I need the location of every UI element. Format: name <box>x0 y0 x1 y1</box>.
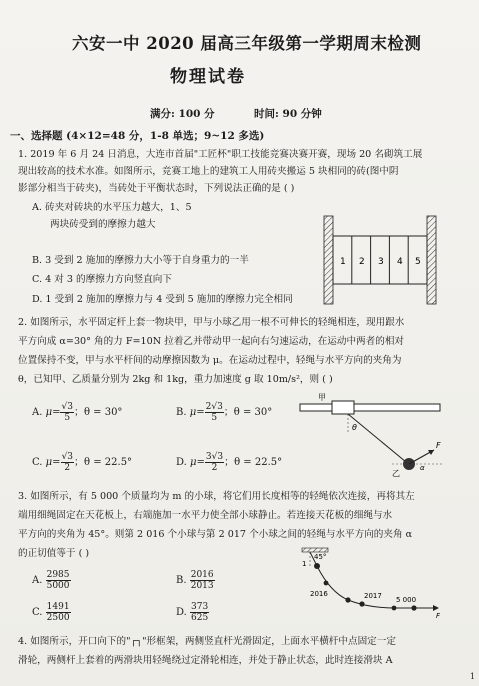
q1-option-b: B. 3 受到 2 施加的摩擦力大小等于自身重力的一半 <box>32 255 249 266</box>
label-jia: 甲 <box>318 393 326 402</box>
q3-option-a: A. $\frac{2985}{5000}$ <box>32 570 70 591</box>
clamp-right <box>427 216 436 304</box>
q1-line: 影部分相当于砖夹)，当砖处于平衡状态时，下列说法正确的是 ( ) <box>18 183 295 194</box>
label-alpha: α <box>420 464 425 472</box>
clamp-left <box>324 216 333 304</box>
page-number: 1 <box>470 672 476 681</box>
q1-option-c: C. 4 对 3 的摩擦力方向竖直向下 <box>32 274 172 285</box>
label-2017: 2017 <box>364 592 382 600</box>
exam-subject: 物理试卷 <box>170 67 246 87</box>
q4-line: 4. 如图所示，开口向下的"┌┐"形框架，两侧竖直杆光滑固定，上面水平横杆中点固定一定 <box>18 636 396 647</box>
q2-option-b: B. μ= $\frac{2√3}{5}$ ；θ = 30° <box>176 402 273 423</box>
label-theta: θ <box>352 423 357 432</box>
label-yi: 乙 <box>392 469 400 478</box>
exam-title: 六安一中 2020 届高三年级第一学期周末检测 <box>72 34 422 53</box>
q3-line: 的正切值等于 ( ) <box>18 548 90 559</box>
brick-label: 5 <box>415 257 421 267</box>
label-force: F <box>436 612 441 620</box>
brick-label: 1 <box>340 257 346 267</box>
q2-line: θ，已知甲、乙质量分别为 2kg 和 1kg，重力加速度 g 取 10m/s²，则 ( ) <box>18 374 333 385</box>
q2-option-c: C. μ= $\frac{√3}{2}$ ；θ = 22.5° <box>32 452 133 473</box>
q1-line: 1. 2019 年 6 月 24 日消息，大连市首届"工匠杯"职工技能竞赛决赛开赛，现场 20 名砌筑工展 <box>18 149 423 160</box>
q4-line: 滑轮，两侧杆上套着的两滑块用轻绳绕过定滑轮相连，并处于静止状态，此时连接滑块 A <box>18 655 393 666</box>
rope <box>348 414 406 462</box>
label-force: F <box>436 441 441 450</box>
ball-chain-figure <box>296 546 446 624</box>
q2-line: 位置保持不变，甲与水平杆间的动摩擦因数为 μ。在运动过程中，轻绳与水平方向的夹角为 <box>18 355 402 366</box>
rod-ball-figure <box>296 390 446 480</box>
label-ball-1: 1 <box>302 560 307 568</box>
q1-option-a-cont: 两块砖受到的摩擦力越大 <box>50 219 156 230</box>
q2-line: 平方向成 α=30° 角的力 F=10N 拉着乙并带动甲一起向右匀速运动，在运动中两者的相对 <box>18 336 405 347</box>
brick-clamp-figure <box>322 210 440 308</box>
q2-line: 2. 如图所示，水平固定杆上套一物块甲，甲与小球乙用一根不可伸长的轻绳相连，现用跟水 <box>18 317 405 328</box>
q1-option-d: D. 1 受到 2 施加的摩擦力与 4 受到 5 施加的摩擦力完全相同 <box>32 294 293 305</box>
q3-option-b: B. $\frac{2016}{2013}$ <box>176 570 214 591</box>
ceiling <box>302 548 328 552</box>
label-2016: 2016 <box>310 590 328 598</box>
section-heading: 一、选择题 (4×12=48 分，1-8 单选；9~12 多选) <box>10 130 265 142</box>
label-5000: 5 000 <box>396 596 417 604</box>
q2-option-d: D. μ= $\frac{3√3}{2}$ ；θ = 22.5° <box>176 452 283 473</box>
brick-label: 2 <box>359 257 365 267</box>
q1-option-a: A. 砖夹对砖块的水平压力越大，1、5 <box>32 202 192 213</box>
q3-line: 3. 如图所示，有 5 000 个质量均为 m 的小球，将它们用长度相等的轻绳依次连接，再将其左 <box>18 491 415 502</box>
q3-line: 平方向的夹角为 45°。则第 2 016 个小球与第 2 017 个小球之间的轻绳与水平方向的夹角 α <box>18 529 413 540</box>
q2-option-a: A. μ= $\frac{√3}{5}$ ；θ = 30° <box>32 402 123 423</box>
q3-option-c: C. $\frac{1491}{2500}$ <box>32 602 70 623</box>
q3-option-d: D. $\frac{373}{625}$ <box>176 602 209 623</box>
full-score: 满分: 100 分 <box>150 108 215 120</box>
brick-label: 4 <box>397 257 403 267</box>
q1-line: 现出较高的技术水准。如图所示，竞赛工地上的建筑工人用砖夹搬运 5 块相同的砖(图中阴 <box>18 166 399 177</box>
block-jia <box>332 401 354 414</box>
time-limit: 时间: 90 分钟 <box>254 108 322 120</box>
horizontal-rod <box>300 404 440 411</box>
q3-line: 端用细绳固定在天花板上，右端施加一水平力使全部小球静止。若连接天花板的细绳与水 <box>18 510 393 521</box>
label-45: 45° <box>314 553 327 561</box>
brick-label: 3 <box>378 257 384 267</box>
